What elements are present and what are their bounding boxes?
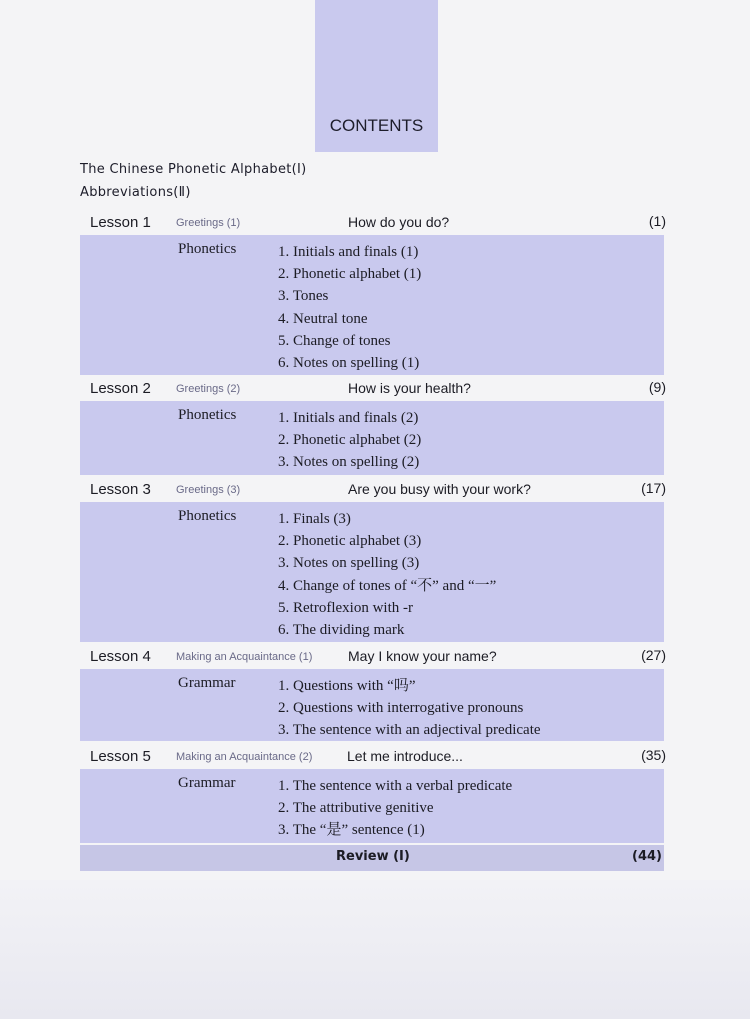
lesson-name: Lesson 1 (90, 214, 151, 231)
list-item: 3. Notes on spelling (2) (278, 454, 420, 471)
lesson-title: How is your health? (348, 380, 471, 396)
list-item: 1. Questions with “吗” (278, 678, 416, 694)
lesson-page: (27) (641, 647, 666, 663)
list-item: 2. The attributive genitive (278, 800, 434, 817)
lesson-name: Lesson 4 (90, 648, 151, 665)
list-item: 2. Phonetic alphabet (1) (278, 266, 422, 283)
list-item: 3. The sentence with an adjectival predicate (278, 722, 541, 739)
list-item: 2. Phonetic alphabet (3) (278, 533, 422, 550)
lesson-topic: Greetings (3) (176, 484, 241, 496)
list-item: 6. The dividing mark (278, 621, 405, 638)
lesson-topic: Making an Acquaintance (1) (176, 651, 313, 663)
list-item: 2. Questions with interrogative pronouns (278, 700, 524, 717)
lesson-category: Phonetics (178, 241, 237, 257)
review-page: (44) (632, 849, 662, 864)
list-item: 3. Tones (278, 288, 329, 305)
lesson-items (278, 508, 496, 641)
page-title: CONTENTS (329, 116, 424, 135)
lesson-page: (1) (648, 213, 666, 229)
lesson-block-5 (80, 769, 664, 843)
lesson-row-5 (80, 746, 670, 768)
lesson-title: Are you busy with your work? (348, 481, 531, 497)
list-item: 3. Notes on spelling (3) (278, 555, 420, 572)
lesson-row-3 (80, 479, 670, 501)
lesson-title: How do you do? (348, 214, 450, 230)
list-item: 6. Notes on spelling (1) (278, 354, 420, 371)
list-item: 1. Initials and finals (2) (278, 410, 419, 426)
lesson-topic: Greetings (1) (176, 217, 241, 229)
list-item: 5. Retroflexion with -r (278, 599, 413, 616)
lesson-row-1 (80, 212, 670, 234)
lesson-items (278, 407, 421, 474)
list-item: 4. Change of tones of “不” and “一” (278, 577, 497, 594)
lesson-items (278, 675, 541, 742)
list-item: 3. The “是” sentence (1) (278, 822, 425, 839)
lesson-row-4 (80, 646, 670, 668)
list-item: 2. Phonetic alphabet (2) (278, 432, 422, 449)
list-item: 4. Neutral tone (278, 310, 368, 327)
lesson-title: Let me introduce... (347, 748, 463, 764)
lesson-row-2 (80, 378, 670, 400)
lesson-topic: Greetings (2) (176, 383, 241, 395)
lesson-name: Lesson 5 (90, 748, 151, 765)
lesson-block-1 (80, 235, 664, 375)
lesson-title: May I know your name? (348, 648, 497, 664)
front-matter-phonetic-alphabet: The Chinese Phonetic Alphabet(Ⅰ) (80, 162, 307, 177)
lesson-topic: Making an Acquaintance (2) (176, 751, 313, 763)
lesson-page: (35) (641, 747, 666, 763)
review-row (80, 845, 664, 871)
lesson-page: (17) (641, 480, 666, 496)
page-bottom-shade (0, 880, 750, 1019)
lesson-category: Grammar (178, 675, 236, 691)
lesson-block-4 (80, 669, 664, 741)
lesson-block-2 (80, 401, 664, 475)
list-item: 1. Initials and finals (1) (278, 244, 419, 260)
list-item: 5. Change of tones (278, 332, 391, 349)
lesson-items (278, 241, 421, 374)
lesson-category: Phonetics (178, 407, 237, 423)
list-item: 1. Finals (3) (278, 511, 351, 527)
lesson-name: Lesson 3 (90, 481, 151, 498)
front-matter-abbreviations: Abbreviations(Ⅱ) (80, 185, 191, 200)
lesson-items (278, 775, 512, 842)
lesson-category: Grammar (178, 775, 236, 791)
lesson-page: (9) (648, 379, 666, 395)
review-label: Review (Ⅰ) (336, 849, 410, 864)
lesson-block-3 (80, 502, 664, 642)
lesson-name: Lesson 2 (90, 380, 151, 397)
list-item: 1. The sentence with a verbal predicate (278, 778, 513, 794)
lesson-category: Phonetics (178, 508, 237, 524)
